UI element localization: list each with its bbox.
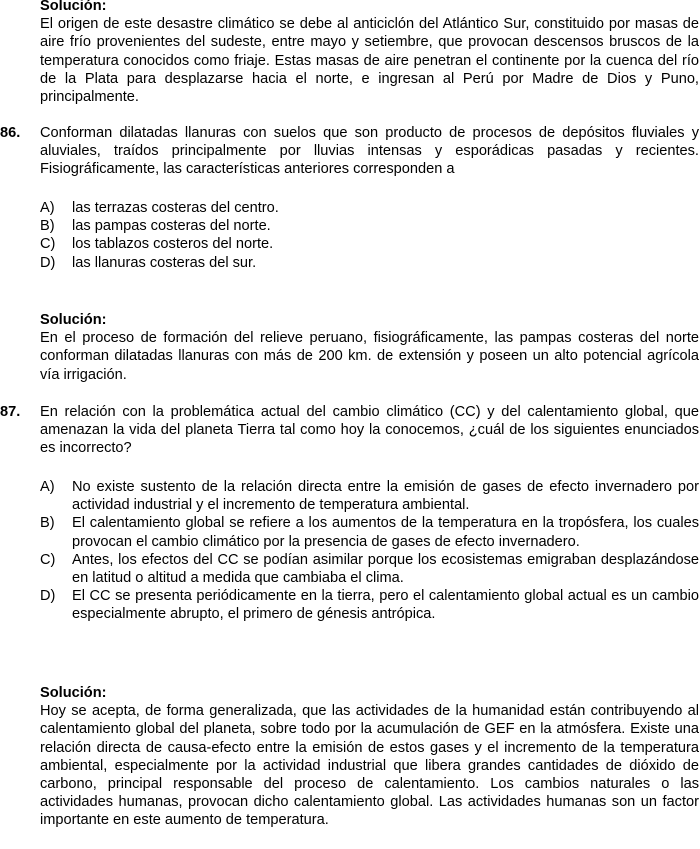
option-text: El CC se presenta periódicamente en la tierra, pero el calentamiento global actual es un cambio especialmente abrupto, el primero de génesis antrópica. (72, 588, 699, 623)
option-c (40, 551, 699, 587)
option-text: las terrazas costeras del centro. (72, 200, 279, 216)
option-letter: B) (40, 515, 55, 532)
option-letter: B) (40, 218, 55, 235)
option-b (40, 514, 699, 550)
option-d (40, 587, 699, 623)
solution-86 (40, 311, 699, 384)
option-text: los tablazos costeros del norte. (72, 236, 274, 253)
solution-label: Solución: (40, 0, 107, 14)
option-text: las pampas costeras del norte. (72, 218, 271, 235)
options-86 (40, 199, 699, 272)
solution-85 (40, 0, 699, 106)
solution-label: Solución: (40, 312, 107, 328)
solution-87 (40, 684, 699, 830)
option-letter: C) (40, 236, 56, 253)
option-a (40, 478, 699, 514)
options-87 (40, 478, 699, 624)
option-letter: C) (40, 551, 56, 568)
option-d (40, 254, 699, 272)
option-letter: A) (40, 200, 55, 216)
option-text: No existe sustento de la relación directa entre la emisión de gases de efecto invernadero por actividad industrial y el incremento de temperatura ambiental. (72, 479, 699, 514)
option-c (40, 235, 699, 253)
solution-label: Solución: (40, 685, 107, 701)
question-number-87: 87. (0, 404, 21, 420)
option-letter: A) (40, 479, 55, 495)
question-86 (40, 124, 699, 179)
option-a (40, 199, 699, 217)
solution-text: Hoy se acepta, de forma generalizada, que las actividades de la humanidad están contribuyendo al calentamiento global del planeta, sobre todo por la acumulación de GEF en la atmósfera. Existe una relación directa de causa-efecto entre la emisión de estos gases y el incremento de la temperatura ambiental, especialmente por la actividad industrial que libera grandes cantidades de dióxido de carbono, principal responsable del proceso de calentamiento. Los cambios naturales o las actividades humanas, provocan dicho calentamiento global. Las actividades humanas son un factor importante en este aumento de temperatura. (40, 703, 699, 829)
solution-text: El origen de este desastre climático se debe al anticiclón del Atlántico Sur, constituido por masas de aire frío provenientes del sudeste, entre mayo y setiembre, que provocan descensos bruscos de la temperatura conocidos como friaje. Estas masas de aire penetran el continente por la cuenca del río de la Plata para desplazarse hacia el norte, e ingresan al Perú por Madre de Dios y Puno, principalmente. (40, 16, 699, 106)
option-text: las llanuras costeras del sur. (72, 254, 257, 271)
solution-text: En el proceso de formación del relieve peruano, fisiográficamente, las pampas costeras del norte conforman dilatadas llanuras con más de 200 km. de extensión y poseen un alto potencial agrícola vía irrigación. (40, 330, 699, 383)
question-number-86: 86. (0, 125, 21, 141)
option-letter: D) (40, 588, 56, 605)
option-letter: D) (40, 254, 56, 271)
option-text: El calentamiento global se refiere a los aumentos de la temperatura en la tropósfera, los cuales provocan el cambio climático por la presencia de gases de efecto invernadero. (72, 515, 699, 550)
question-87 (40, 403, 699, 458)
question-text: Conforman dilatadas llanuras con suelos que son producto de procesos de depósitos fluviales y aluviales, traídos principalmente por lluvias intensas y esporádicas pasadas y recientes. Fisiográficamente, las características anteriores corresponden a (40, 125, 699, 178)
question-text: En relación con la problemática actual del cambio climático (CC) y del calentamiento global, que amenazan la vida del planeta Tierra tal como hoy la conocemos, ¿cuál de los siguientes enunciados es incorrecto? (40, 404, 699, 457)
option-text: Antes, los efectos del CC se podían asimilar porque los ecosistemas emigraban desplazándose en latitud o altitud a medida que cambiaba el clima. (72, 551, 699, 587)
option-b (40, 217, 699, 235)
